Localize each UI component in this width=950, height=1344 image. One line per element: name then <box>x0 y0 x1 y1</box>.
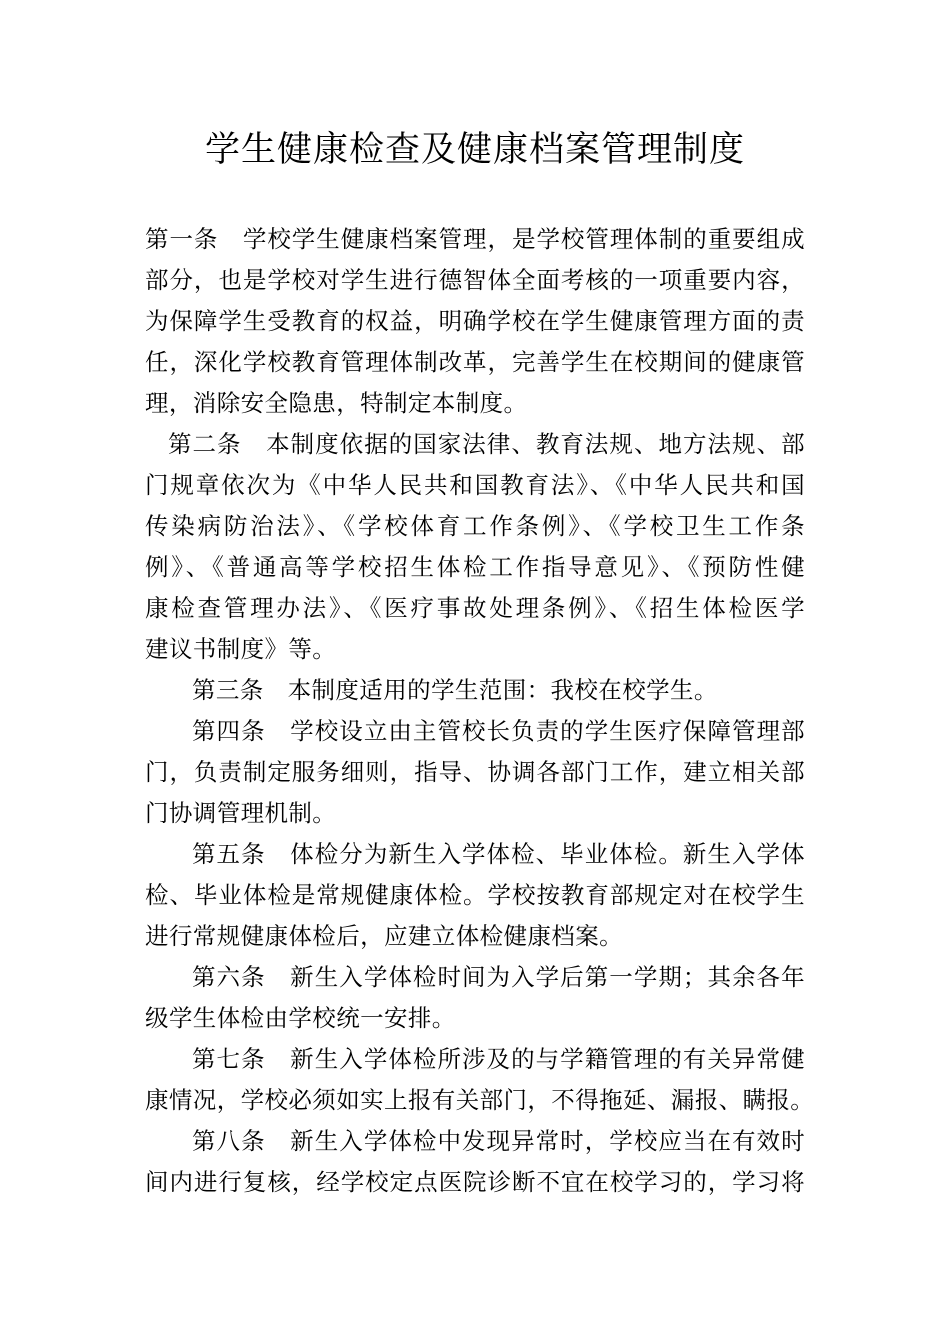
paragraph-line: 门规章依次为《中华人民共和国教育法》、《中华人民共和国 <box>145 471 805 499</box>
document-title: 学生健康检查及健康档案管理制度 <box>204 130 745 170</box>
paragraph-line: 第七条 新生入学体检所涉及的与学籍管理的有关异常健 <box>192 1045 805 1073</box>
paragraph-line: 康检查管理办法》、《医疗事故处理条例》、《招生体检医学 <box>145 594 805 622</box>
paragraph-line: 例》、《普通高等学校招生体检工作指导意见》、《预防性健 <box>145 553 805 581</box>
paragraph-line: 第六条 新生入学体检时间为入学后第一学期；其余各年 <box>192 963 805 991</box>
paragraph-line: 为保障学生受教育的权益，明确学校在学生健康管理方面的责 <box>145 307 805 335</box>
paragraph-line: 部分，也是学校对学生进行德智体全面考核的一项重要内容， <box>145 266 805 294</box>
paragraph-line: 任，深化学校教育管理体制改革，完善学生在校期间的健康管 <box>145 348 805 376</box>
paragraph-line: 传染病防治法》、《学校体育工作条例》、《学校卫生工作条 <box>145 512 805 540</box>
paragraph-line: 进行常规健康体检后，应建立体检健康档案。 <box>145 922 623 950</box>
paragraph-line: 建议书制度》等。 <box>145 635 337 663</box>
paragraph-line: 门协调管理机制。 <box>145 799 337 827</box>
paragraph-line: 检、毕业体检是常规健康体检。学校按教育部规定对在校学生 <box>145 881 805 909</box>
paragraph-line: 理，消除安全隐患，特制定本制度。 <box>145 389 528 417</box>
paragraph-line: 第五条 体检分为新生入学体检、毕业体检。新生入学体 <box>192 840 805 868</box>
paragraph-line: 第三条 本制度适用的学生范围：我校在校学生。 <box>192 676 718 704</box>
paragraph-line: 第四条 学校设立由主管校长负责的学生医疗保障管理部 <box>192 717 805 745</box>
paragraph-line: 第一条 学校学生健康档案管理，是学校管理体制的重要组成 <box>145 225 805 253</box>
paragraph-line: 级学生体检由学校统一安排。 <box>145 1004 456 1032</box>
paragraph-line: 康情况，学校必须如实上报有关部门，不得拖延、漏报、瞒报。 <box>145 1086 815 1114</box>
paragraph-line: 间内进行复核，经学校定点医院诊断不宜在校学习的，学习将 <box>145 1168 805 1196</box>
paragraph-line: 第八条 新生入学体检中发现异常时，学校应当在有效时 <box>192 1127 805 1155</box>
paragraph-line: 门，负责制定服务细则，指导、协调各部门工作，建立相关部 <box>145 758 805 786</box>
paragraph-line: 第二条 本制度依据的国家法律、教育法规、地方法规、部 <box>168 430 805 458</box>
